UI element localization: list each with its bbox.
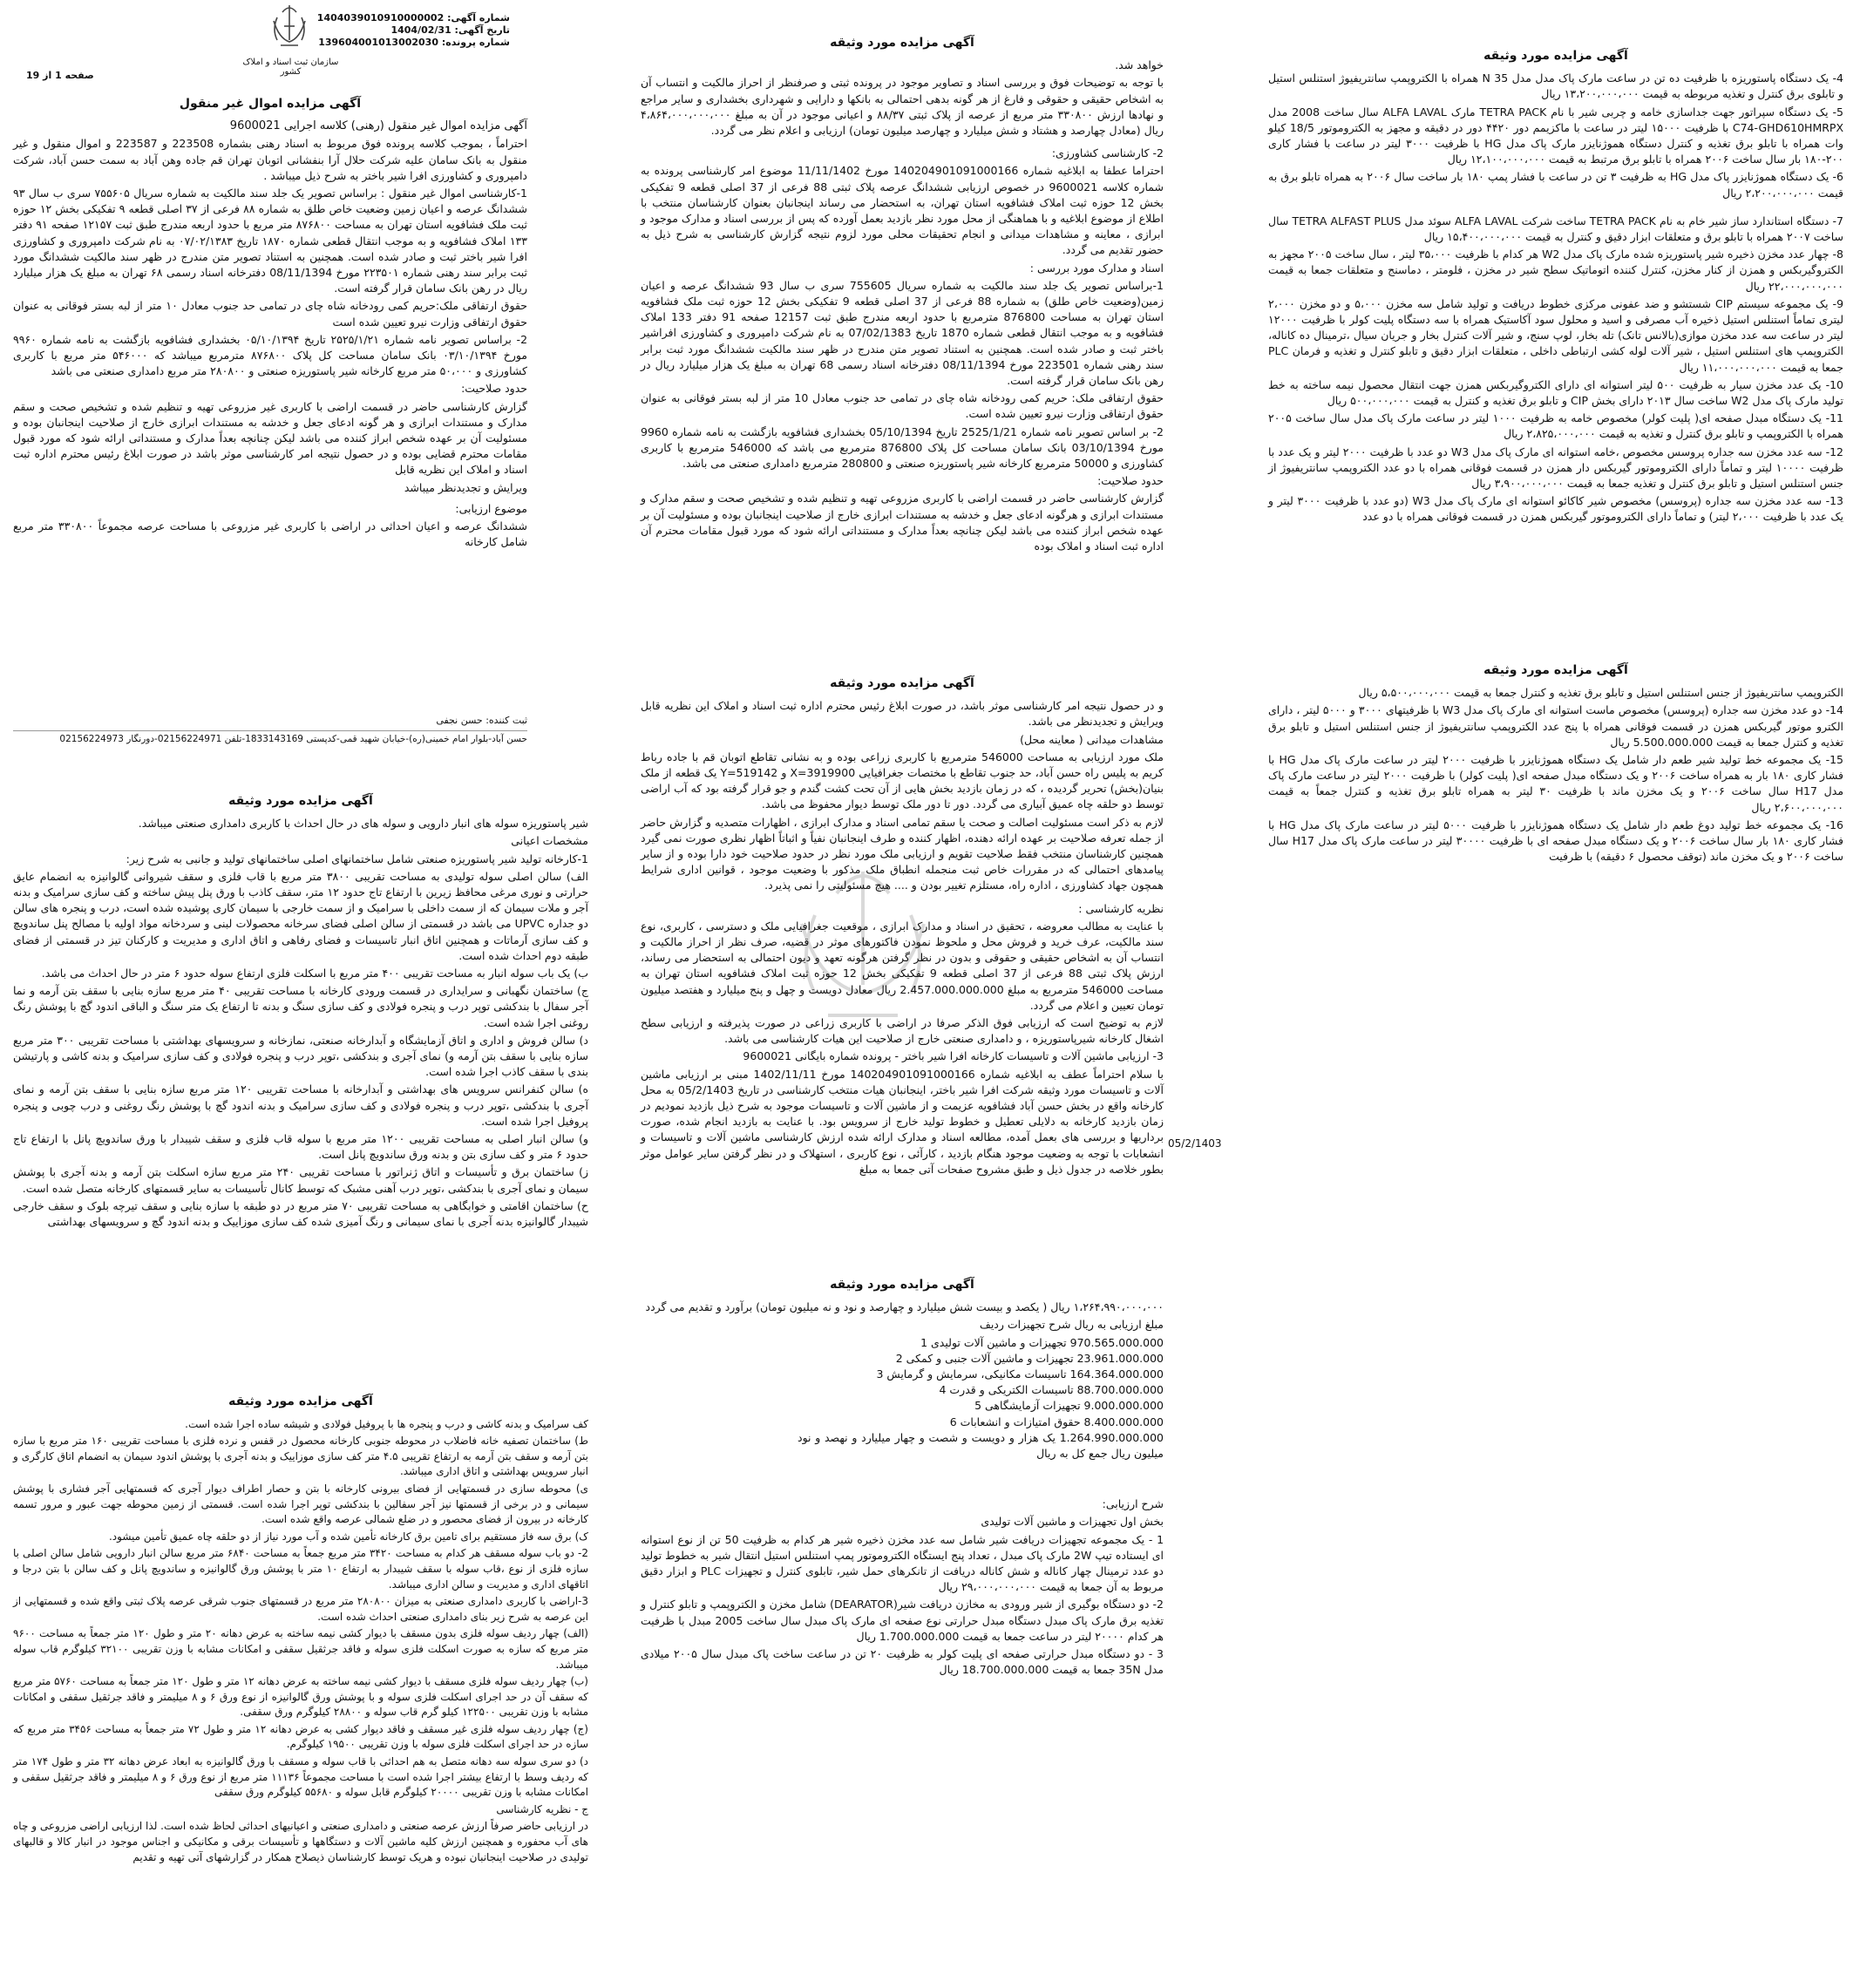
section-subtitle: آگهی مزایده اموال غیر منقول (رهنی) کلاسه اجرایی 9600021 [229, 119, 527, 133]
paragraph: 6- یک دستگاه هموژنایزر پاک مدل HG به ظرفیت ۳ تن در ساعت با فشار پمپ ۱۸۰ بار ساخت سال ۲۰۰۶ به همراه تابلو برق به قیمت ۲،۲۰۰،۰۰۰،۰۰۰ ریال [1268, 170, 1843, 200]
paragraph: ه) سالن کنفرانس سرویس های بهداشتی و آبدارخانه با مساحت تقریبی ۱۲۰ متر مربع سازه بنایی با سقف بتن آرمه و نمای آجری با بندکشی ،توپر درب و پنجره فولادی و کف سازی سرامیک و بدنه اندود گچ با پوشش رنگ روغنی و درب چوبی و پنجره پروفیل اجرا شده است. [13, 1082, 588, 1128]
ad-date: تاریخ آگهی: 1404/02/31 [390, 24, 510, 36]
middle-top-section [641, 35, 1164, 556]
paragraph: لازم به توضیح است که ارزیابی فوق الذکر صرفا در اراضی با کاربری زراعی در صورت پذیرفته و ارزیابی سطح اشغال کارخانه شیرپاستوریزه ، و دامداری صنعتی خارج از صلاحیت این هیات کارشناسی می باشد. [641, 1016, 1164, 1046]
registrant-address: حسن آباد-بلوار امام خمینی(ره)-خیابان شهید قمی-کدپستی 1833143169-تلفن 02156224971-دورنگار 02156224973 [59, 734, 527, 744]
paragraph: لازم به ذکر است مسئولیت اصالت و صحت یا سقم تمامی اسناد و مدارک ابرازی ، اظهارات متصدیه و گزارش حاضر از جمله تعرفه صلاحیت بر عهده ارائه دهنده، اظهار کننده و طرف اینجانبان نفیاً و اثباتاً اظهار نظری صورت نمی گیرد همچنین کارشناسان منتخب فقط صلاحیت تقویم و ارزیابی ملک مورد نظر در حدود صلاحیت خود دارا بوده و از سایر پیامدهای احتمالی که در مقررات خاص ثبت منجمله انطباق ملک مذکور با وضعیت موجود ، قوانین اداری شرایط همچون جهاد کشاورزی ، اداره راه، مستلزم تغییر بودن و .... هیچ مسئولیتی را نمی پذیرد. [641, 815, 1164, 892]
paragraph: احتراماً ، بموجب کلاسه پرونده فوق مربوط به اسناد رهنی بشماره 223508 و 223587 و اموال منقول و غیر منقول به بانک سامان علیه شرکت حلال آرا بنفشانی اتوبان تهران قم جاده وهن آباد به سمت حسن آباد، شرکت دامپروری و کشاورزی افرا شیر باختر به شرح ذیل میباشد . [13, 137, 527, 182]
section-title: آگهی مزایده مورد وثیقه [830, 676, 974, 690]
paragraph: حدود صلاحیت: [461, 382, 527, 396]
section-title: آگهی مزایده مورد وثیقه [228, 794, 373, 808]
paragraph: (ج) چهار ردیف سوله فلزی غیر مسقف و فاقد دیوار کشی به عرض دهانه ۱۲ متر و طول ۷۲ متر جمعاً به مساحت ۳۴۵۶ متر مربع که سازه در حد اجرای اسکلت فلزی سوله با وزن تقریبی ۱۹۵۰۰ کیلوگرم. [13, 1722, 588, 1751]
paragraph: و) سالن انبار اصلی به مساحت تقریبی ۱۲۰۰ متر مربع با سوله قاب فلزی و سقف شیبدار با ورق ساندویچ پانل با ارتفاع تاج حدود ۶ متر و کف سازی بتن و بدنه ورق ساندویچ پانل است. [13, 1132, 588, 1162]
left-top-section [13, 96, 527, 552]
paragraph: 4- یک دستگاه پاستوریزه با ظرفیت ده تن در ساعت مارک پاک مدل مدل 35 N همراه با الکتروپمپ سانتریفیوژ استنلس استیل و تابلوی برق کنترل و تغذیه مربوطه به قیمت ۱۳،۲۰۰،۰۰۰،۰۰۰ ریال [1268, 71, 1843, 101]
paragraph: و در حصول نتیجه امر کارشناسی موثر باشد، در صورت ابلاغ رئیس محترم اداره ثبت اسناد و املاک این نظریه قابل ویرایش و تجدیدنظر می باشد. [641, 699, 1164, 729]
table-row: 8.400.000.000 حقوق امتیازات و انشعابات 6 [949, 1415, 1164, 1428]
table-row: 88.700.000.000 تاسیسات الکتریکی و قدرت 4 [939, 1383, 1164, 1397]
paragraph: ک) برق سه فاز مستقیم برای تامین برق کارخانه تأمین شده و آب مورد نیاز از دو حلقه چاه عمیق تأمین میشود. [108, 1530, 588, 1543]
paragraph: شرح ارزیابی: [1102, 1497, 1164, 1511]
left-bottom-section [13, 1394, 588, 1867]
paragraph: نظریه کارشناسی : [1078, 901, 1164, 915]
paragraph: 1 - یک مجموعه تجهیزات دریافت شیر شامل سه عدد مخزن ذخیره شیر هر کدام به ظرفیت 50 تن از نوع استوانه ای ایستاده تیپ 2W مارک پاک مبدل ، تعداد پنج ایستگاه الکتروموتور پمپ استنلس استیل انتقال شیر به خطوط تولید دو عدد ترمینال چهار کاناله و شش کاناله دریافت از تانکرهای حمل شیر، تابلوی کنترل و تجهیزات PLC و ابزار دقیق مربوط به آن جمعا به قیمت ۲۹،۰۰۰،۰۰۰،۰۰۰ ریال [641, 1532, 1164, 1594]
page-number: صفحه 1 از 19 [26, 70, 94, 81]
paragraph: موضوع ارزیابی: [455, 501, 527, 515]
paragraph: الکتروپمپ سانتریفیوژ از جنس استنلس استیل و تابلو برق تغذیه و کنترل جمعا به قیمت ۵،۵۰۰،۰۰۰،۰۰۰ ریال [1358, 686, 1843, 700]
paragraph: شیر پاستوریزه سوله های انبار دارویی و سوله های در حال احداث با کاربری دامداری صنعتی میباشد. [138, 817, 588, 831]
file-number: شماره پرونده: 139604001013002030 [318, 37, 510, 48]
paragraph: ب) یک باب سوله انبار به مساحت تقریبی ۴۰۰ متر مربع با اسکلت فلزی ارتفاع سوله حدود ۶ متر در حال احداث می باشد. [41, 967, 588, 980]
paragraph: احتراما عطفا به ابلاغیه شماره 140204901091000166 مورخ 11/11/1402 موضوع امر کارشناسی پرونده به شماره کلاسه 9600021 در خصوص ارزیابی ششدانگ عرصه پلاک ثبتی 88 فرعی از 37 اصلی قطعه 9 تفکیکی بخش 12 حوزه ثبت املاک فشافویه استان تهران، به استحضار می رساند اینجانبان بعنوان کارشناسان منتخب با اطلاع از موضوع ابلاغیه و با هماهنگی از محل مورد نظر بازدید بعمل آورده که پس از بررسی اسناد و مدارک موجود و ابرازی ، معاینه و مشاهدات میدانی و انجام تحقیقات محلی مورد لزوم نتیجه گزارش کارشناسی به شرح ذیل به حضور تقدیم می گردد. [641, 164, 1164, 257]
section-title: آگهی مزایده مورد وثیقه [228, 1394, 373, 1408]
org-name: سازمان ثبت اسناد و املاک کشور [242, 58, 339, 77]
paragraph: کف سرامیک و بدنه کاشی و درب و پنجره ها با پروفیل فولادی و شیشه ساده اجرا شده است. [185, 1417, 588, 1430]
paragraph: اسناد و مدارک مورد بررسی : [1029, 261, 1164, 275]
paragraph: 1-کارخانه تولید شیر پاستوریزه صنعتی شامل ساختمانهای اصلی ساختمانهای تولید و جانبی به شرح زیر: [126, 852, 588, 865]
paragraph: خواهد شد. [1115, 58, 1164, 72]
paragraph: 3- ارزیابی ماشین آلات و تاسیسات کارخانه افرا شیر باختر - پرونده شماره بایگانی 9600021 [743, 1049, 1164, 1063]
paragraph: ط) ساختمان تصفیه خانه فاضلاب در محوطه جنوبی کارخانه محصول در قفس و نرده فلزی با مساحت تقریبی ۱۶۰ متر مربع با سازه بتن آرمه و سقف بتن آرمه به ارتفاع تقریبی ۴.۵ متر کف سازی موزاییک و بدنه آجری با پوشش اندود سیمان به انضمام اتاق کارگری و انبار سرویس بهداشتی و اتاق اداری میباشد. [13, 1435, 588, 1478]
paragraph: در ارزیابی حاضر صرفاً ارزش عرصه صنعتی و دامداری صنعتی و اعیانیهای احداثی لحاظ شده است. لذا ارزیابی اراضی مزروعی و چاه های آب محفوره و همچنین ارزش کلیه ماشین آلات و دستگاهها و تأسیسات برقی و مکانیکی و اجناس موجود در انبار کالا و قالبهای تولیدی در صلاحیت اینجانبان نبوده و هریک توسط کارشناسان ذیصلاح همکار در گزارشهای آتی تهیه و تقدیم [13, 1820, 588, 1863]
paragraph: مشاهدات میدانی ( معاینه محل) [1020, 732, 1164, 746]
paragraph: 13- سه عدد مخزن سه جداره (پروسس) مخصوص شیر کاکائو استوانه ای مارک پاک مدل W3 (دو عدد با ظرفیت ۳۰۰۰ لیتر و یک عدد با ظرفیت ۲،۰۰۰ لیتر) و تماماً دارای الکتروموتور گیربکس همزن در قسمت فوقانی همراه با دو عدد [1268, 494, 1844, 524]
ad-number: شماره آگهی: 1404039010910000002 [316, 12, 510, 24]
paragraph: 12- سه عدد مخزن سه جداره پروسس مخصوص ،خامه استوانه ای مارک پاک مدل W3 دو عدد با ظرفیت ۲۰۰۰ لیتر و یک عدد با ظرفیت ۱۰۰۰۰ لیتر و تماماً دارای الکتروموتور گیربکس دار همزن در قسمت فوقانی همراه با دو عدد الکتروپمپ سانتریفیوژ از جنس استنلس استیل و تابلو برق کنترل و تغذیه جمعا به قیمت ۳،۹۰۰،۰۰۰،۰۰۰ ریال [1268, 444, 1843, 491]
paragraph: بخش اول تجهیزات و ماشین آلات تولیدی [981, 1515, 1164, 1529]
paragraph: 2- دو باب سوله مسقف هر کدام به مساحت ۳۴۲۰ متر مربع جمعاً به مساحت ۶۸۴۰ متر مربع سالن انبار دارویی شامل سالن اصلی با سازه فلزی از نوع ،قاب سوله با سقف شیبدار به ارتفاع ۱۰ متر با پوشش ورق گالوانیزه و ساندویچ پانل و کف سالن با بتن درجا و اتاقهای اداری و مدیریت و سالن اداری میباشد. [13, 1547, 588, 1591]
table-row: 1.264.990.000.000 یک هزار و دویست و شصت و چهار میلیارد و نهصد و نود میلیون ریال جمع کل به ریال [798, 1430, 1164, 1461]
paragraph: 2- دو دستگاه بوگیری از شیر ورودی به مخازن دریافت شیر(DEARATOR) شامل مخزن و الکتروپمپ و تابلو کنترل و تغذیه برق مارک پاک مبدل دستگاه مبدل حرارتی نوع صفحه ای مارک پاک مبدل سال ساخت 2005 مبدل با ظرفیت هر کدام ۲۰۰۰۰ لیتر در ساعت جمعا به قیمت 1.700.000.000 ریال [641, 1598, 1164, 1643]
paragraph: 2- براساس تصویر نامه شماره ۲۵۲۵/۱/۲۱ تاریخ ۰۵/۱۰/۱۳۹۴ بخشداری فشافویه بازگشت به نامه شماره ۹۹۶۰ مورخ ۰۳/۱۰/۱۳۹۴ بانک سامان مساحت کل پلاک ۸۷۶۸۰۰ مترمربع میباشد که ۵۴۶۰۰۰ متر مربع با کاربری کشاورزی و ۵۰،۰۰۰ متر مربع کارخانه شیر پاستوریزه صنعتی و ۲۸۰۸۰۰ متر مربع دامداری صنعتی می باشد [13, 332, 528, 378]
paragraph: با سلام احتراماً عطف به ابلاغیه شماره 140204901091000166 مورخ 1402/11/11 مبنی بر ارزیابی ماشین آلات و تاسیسات مورد وثیقه شرکت افرا شیر باختر، اینجانبان هیات منتخب کارشناسی در تاریخ 05/2/1403 به محل کارخانه واقع در بخش حسن آباد فشافویه عزیمت و از ماشین آلات و تاسیسات موجود به شرح ذیل بازدید نمودیم در زمان بازدید کارخانه به دلایلی تعطیل و خطوط تولید خارج از سرویس بود. با عنایت به بازدید انجام شده، صورت برداریها و بررسی های بعمل آمده، مطالعه اسناد و مدارک ارائه شده ارزش کارشناسی ماشین آلات و تاسیسات و انشعابات با توجه به وضعیت موجود هنگام بازدید ، کارآئی ، نوع کاربری ، استهلاک و در نظر گرفتن سایر عوامل موثر بطور خلاصه در جدول ذیل و طبق مشروح صفحات آتی جمعا به مبلغ [641, 1067, 1164, 1176]
right-top-section [1268, 48, 1843, 527]
paragraph: (الف) چهار ردیف سوله فلزی بدون مسقف با دیوار کشی نیمه ساخته به عرض دهانه ۲۰ متر و طول ۱۲۰ متر جمعاً به مساحت ۹۶۰۰ متر مربع که سازه به صورت اسکلت فلزی سوله و فاقد جرثقیل سقفی و امکانات مشابه با وزن تقریبی ۳۲۱۰۰ کیلوگرم قاب سوله میباشد. [13, 1627, 588, 1671]
section-title: آگهی مزایده اموال غیر منقول [179, 97, 362, 111]
section-title: آگهی مزایده مورد وثیقه [1483, 663, 1628, 677]
side-date: 05/2/1403 [1168, 1137, 1222, 1150]
paragraph: 7- دستگاه استاندارد ساز شیر خام به نام TETRA PACK ساخت شرکت ALFA LAVAL سوئد مدل TETRA ALFAST PLUS سال ساخت ۲۰۰۷ همراه با تابلو برق و متعلقات ابزار دقیق و کنترل به قیمت ۱۵،۴۰۰،۰۰۰،۰۰۰ ریال [1268, 214, 1843, 244]
right-mid-section [1268, 662, 1843, 866]
left-center-section [13, 793, 588, 1231]
paragraph: 5- یک دستگاه سپراتور جهت جداسازی خامه و چربی شیر با نام TETRA PACK مارک ALFA LAVAL سال ساخت 2008 مدل C74-GHD610HMRPX با ظرفیت ۱۵۰۰۰ لیتر در ساعت با ماکزیمم دور ۴۴۲۰ دور در دقیقه و مجهز به الکتروموتور 18/5 کیلو وات همراه با تابلو برق تغذیه و کنترل دستگاه هموژنایزر مارک پاک مدل HG با ظرفیت ۳۰۰۰ لیتر در ساعت با فشار کاری ۲۰۰-۱۸۰ بار سال ساخت ۲۰۰۶ همراه با تابلو برق مرتبط به قیمت ۱۲،۱۰۰،۰۰۰،۰۰۰ ریال [1268, 105, 1844, 166]
paragraph: 8- چهار عدد مخزن ذخیره شیر پاستوریزه شده مارک پاک مدل W2 هر کدام با ظرفیت ۳۵،۰۰۰ لیتر ، سال ساخت ۲۰۰۵ مجهز به الکتروگیربکس و همزن از کنار مخزن، کنترل کننده اتوماتیک سطح شیر در مخزن ، فلومتر ، دماسنج و متعلقات جمعا به قیمت ۲۲،۰۰۰،۰۰۰،۰۰۰ ریال [1268, 248, 1843, 293]
paragraph: ح) ساختمان اقامتی و خوابگاهی به مساحت تقریبی ۷۰ متر مربع در دو طبقه با سازه بنایی و سقف تیرچه بلوک و سقف خارجی شیبدار گالوانیزه بدنه آجری با نمای سیمانی و رنگ آمیزی شده کف سازی موزاییک و بدنه اندود گچ و سرویسهای بهداشتی [13, 1198, 588, 1229]
table-title: مبلغ ارزیابی به ریال شرح تجهیزات ردیف [979, 1318, 1164, 1332]
paragraph: 14- دو عدد مخزن سه جداره (پروسس) مخصوص ماست استوانه ای مارک پاک مدل W3 با ظرفیتهای ۳۰۰۰ و ۵۰۰۰ لیتر ، دارای الکترو موتور گیربکس همزن در قسمت فوقانی همراه با پنج عدد الکتروپمپ سانتریفیوژ از جنس استنلس استیل و تابلو برق تغذیه و کنترل جمعا به قیمت 5.500.000.000 ریال [1268, 703, 1844, 749]
middle-center-section [641, 675, 1164, 1179]
table-row: 9.000.000.000 تجهیزات آزمایشگاهی 5 [974, 1399, 1164, 1413]
paragraph: الف) سالن اصلی سوله تولیدی به مساحت تقریبی ۳۸۰۰ متر مربع با قاب فلزی و سقف شیروانی گالوانیزه به انضمام عایق حرارتی و نوری مرغی محافظ زیرین با ارتفاع تاج حدود ۱۲ متر، سقف کاذب با ورق پنل پیش ساخته و کف سازی سرامیک و بدنه آجر و ملات سیمان که از سمت داخلی با سرامیک و از سمت خارجی با سیمان کاری پوشیده شده است، درب و پنجره های سالن دو جداره UPVC می باشد در قسمتی از سالن اصلی فضای سرخانه محصولات لبنی و سردخانه مواد اولیه با مصالح پنل ساندویچ و کف سازی آرماتات و همچنین اتاق انبار تاسیسات و فضای رفاهی و اتاق اداری و مدیریت و کارکنان تیز در قسمتی از فضای طبقه دوم احداث شده است. [13, 869, 589, 962]
valuation-table [798, 1335, 1164, 1462]
section-title: آگهی مزایده مورد وثیقه [830, 1278, 974, 1292]
paragraph: 1-براساس تصویر یک جلد سند مالکیت به شماره سریال 755605 سری ب سال 93 ششدانگ عرصه و اعیان زمین(وضعیت خاص طلق) به شماره 88 فرعی از 37 اصلی قطعه 9 تفکیکی بخش 12 حوزه ثبت ملک فشافویه استان تهران به مساحت 876800 مترمربع با حدود اربعه مندرج طبق ثبت 12157 صفحه 91 دفتر 133 املاک فشافویه و به موجب انتقال قطعی شماره 1870 تاریخ 07/02/1383 به نام شرکت دامپروری و کشاورزی افراشیر باختر ثبت و صادر شده است. همچنین به استناد تصویر متن مندرج در ظهر سند مالکیت ششدانگ مورد ثبت برابر سند رهنی شماره 223501 مورخ 08/11/1394 دفترخانه اسناد رسمی 68 تهران به مبلغ یک هزار میلیارد ریال در رهن بانک سامان قرار گرفته است. [641, 278, 1164, 388]
divider [13, 730, 527, 731]
middle-bottom-section [641, 1277, 1164, 1679]
paragraph: ویرایش و تجدیدنظر میباشد [404, 480, 527, 494]
paragraph: 2- بر اساس تصویر نامه شماره 2525/1/21 تاریخ 05/10/1394 بخشداری فشافویه بازگشت به نامه شماره 9960 مورخ 03/10/1394 بانک سامان مساحت کل پلاک 876800 مترمربع می باشد که 546000 مترمربع با کاربری کشاورزی و 50000 مترمربع کارخانه شیر پاستوریزه صنعتی و 280800 مترمربع دامداری صنعتی می باشد. [641, 424, 1164, 471]
paragraph: ز) ساختمان برق و تأسیسات و اتاق ژنراتور با مساحت تقریبی ۲۴۰ متر مربع سازه اسکلت بتن آرمه و بدنه آجری با پوشش سیمان و نمای آجری با بندکشی ،توپر درب آهنی مشبک که توسط کانال تأسیسات به سایر قسمتهای کارخانه متصل شده است. [13, 1165, 588, 1195]
paragraph: د) دو سری سوله سه دهانه متصل به هم احداثی با قاب سوله و مسقف با ورق گالوانیزه به ابعاد عرض دهانه ۳۲ متر و طول ۱۷۴ متر که ردیف وسط با ارتفاع بیشتر اجرا شده است با مساحت مجموعاً ۱۱۱۳۶ متر مربع از نوع ورق ۶ و ۸ میلیمتر و فاقد جرثقیل سقفی و امکانات مشابه با وزن تقریبی ۲۰۰۰۰ کیلوگرم قابل سوله و ۵۵۶۸۰ کیلوگرم ورق سقفی [13, 1755, 589, 1799]
paragraph: گزارش کارشناسی حاضر در قسمت اراضی با کاربری غیر مزروعی تهیه و تنظیم شده و تشخیص صحت و سقم مدارک و مستندات ابرازی و هر گونه ادعای جعل و خدشه به مستندات ابرازی خارج از صلاحیت اینجانبان بوده و مسئولیت آن بر عهده شخص ابراز کننده می باشد لیکن چنانچه بعداً مدارک و مستنداتی ارائه شود که مورد قبول مقامات محترم قضایی بوده و در حصول نتیجه امر کارشناسی موثر باشد در صورت ابلاغ رئیس محترم اداره ثبت اسناد و املاک این نظریه قابل [13, 399, 527, 477]
paragraph: گزارش کارشناسی حاضر در قسمت اراضی با کاربری مزروعی تهیه و تنظیم شده و تشخیص صحت و سقم مدارک و مستندات ابرازی و هرگونه ادعای جعل و خدشه به مستندات ابرازی خارج از صلاحیت اینجانبان بوده و مسئولیت آن بر عهده شخص ابراز کننده می باشد لیکن چنانچه بعداً مدارک و مستنداتی ارائه شود که مورد قبول مقامات محترم آن اداره ثبت اسناد و املاک بوده [641, 492, 1164, 553]
paragraph: 1-کارشناسی اموال غیر منقول : براساس تصویر یک جلد سند مالکیت به شماره سریال ۷۵۵۶۰۵ سری ب سال ۹۳ ششدانگ عرصه و اعیان زمین وضعیت خاص طلق به شماره ۸۸ فرعی از ۳۷ اصلی قطعه ۹ تفکیکی بخش ۱۲ حوزه ثبت ملک فشافویه استان تهران به مساحت ۸۷۶۸۰۰ متر مربع با حدود اربعه مندرج طبق ثبت ۱۲۱۵۷ صفحه ۹۱ دفتر ۱۳۳ املاک فشافویه و به موجب انتقال قطعی شماره ۱۸۷۰ تاریخ ۰۷/۰۲/۱۳۸۳ به نام شرکت دامپروری و کشاورزی افرا شیر باختر ثبت و صادر شده است. همچنین به استناد تصویر متن مندرج در ظهر سند مالکیت ششدانگ مورد ثبت برابر سند رهنی شماره ۲۲۳۵۰۱ مورخ 08/11/1394 دفترخانه اسناد رسمی ۶۸ تهران به مبلغ یک هزار میلیارد ریال در رهن بانک سامان قرار گرفته است. [13, 187, 527, 295]
paragraph: با توجه به توضیحات فوق و بررسی اسناد و تصاویر موجود در پرونده ثبتی و صرفنظر از احراز مالکیت و انتساب آن به اشخاص حقیقی و حقوقی و فارغ از هر گونه بدهی احتمالی به بانکها و دارایی و شهرداری بخشداری و سایر مراجع و نهادها ارزش ۳۳۰۸۰۰ متر مربع از عرصه از پلاک ثبتی ۸۸/۳۷ و اعیانی موجود در آن به مبلغ ۴،۸۶۴،۰۰۰،۰۰۰،۰۰۰ ریال (معادل چهارصد و هشتاد و شش میلیارد و چهارصد میلیون تومان) ارزیابی و اعلام نظر می گردد. [641, 76, 1164, 138]
paragraph: حدود صلاحیت: [1097, 474, 1164, 488]
table-row: 23.961.000.000 تجهیزات و ماشین آلات جنبی و کمکی 2 [895, 1351, 1164, 1365]
paragraph: 3 - دو دستگاه مبدل حرارتی صفحه ای پلیت کولر به ظرفیت ۲۰ تن در ساعت ساخت پاک مبدل سال ۲۰۰۵ میلادی مدل 35N جمعا به قیمت 18.700.000.000 ریال [641, 1647, 1164, 1677]
paragraph: ملک مورد ارزیابی به مساحت 546000 مترمربع با کاربری زراعی بوده و به نشانی تقاطع اتوبان قم با جاده رباط کریم به پلیس راه حسن آباد، حد جنوب تقاطع با مختصات جغرافیایی X=3919900 و Y=519142 یک قطعه از ملک بنیان(بخش) تحریر گردیده ، که در زمان بازدید بخش هایی از آن تحت کشت گندم و جو قرار گرفته بود که آب اراضی توسط دو حلقه چاه عمیق آبیاری می گردد. دور تا دور ملک توسط دیوار محفوظ می باشد. [641, 750, 1164, 811]
paragraph: ۱،۲۶۴،۹۹۰،۰۰۰،۰۰۰ ریال ( یکصد و بیست شش میلیارد و چهارصد و نود و نه میلیون تومان) برآورد و تقدیم می گردد [645, 1300, 1164, 1314]
paragraph: ششدانگ عرصه و اعیان احداثی در اراضی با کاربری غیر مزروعی با مساحت عرصه مجموعاً ۳۳۰۸۰۰ متر مربع شامل کارخانه [13, 519, 527, 549]
registrant-name: ثبت کننده: حسن نجفی [436, 715, 527, 726]
paragraph: 9- یک مجموعه سیستم CIP شستشو و ضد عفونی مرکزی خطوط دریافت و تولید شامل سه مخزن ۵،۰۰۰ و دو مخزن ۲،۰۰۰ لیتری تماماً استنلس استیل ذخیره آب مصرفی و اسید و محلول سود آکاستیک همراه با سه دستگاه پلیت کولر با ظرفیت ۱۲۰۰۰ لیتر در ساعت سه عدد مخزن موازی(بالانس تانک) تله بخار، لوپ سنج، و شیر آلات کنترل بخار و جریان سیال ،ترمینال ده کاناله، الکتروپمپ های استنلس استیل ، شیر آلات لوله کشی ارتباطی داخلی ، متعلقات ابزار دقیق و تابلو کنترل و تغذیه و فرمان PLC جمعا به قیمت ۱۱،۰۰۰،۰۰۰،۰۰۰ ریال [1268, 296, 1844, 374]
paragraph: 3-اراضی با کاربری دامداری صنعتی به میزان ۲۸۰۸۰۰ متر مربع در قسمتهای جنوب شرقی عرصه پلاک ثبتی واقع شده و قسمتهایی از این عرصه به شرح زیر بنای دامداری صنعتی احداث شده است. [13, 1595, 589, 1623]
section-title: آگهی مزایده مورد وثیقه [830, 36, 974, 50]
paragraph: مشخصات اعیانی [511, 834, 588, 848]
paragraph: 15- یک مجموعه خط تولید شیر طعم دار شامل یک دستگاه هموژنایزر با ظرفیت ۲۰۰۰ لیتر در ساعت مارک پاک مدل HG با فشار کاری ۱۸۰ بار به همراه ساخت ۲۰۰۶ و یک دستگاه مبدل صفحه ای( پلیت کولر) با ظرفیت ۲۰۰۰ لیتر در ساعت مارک پاک مدل H17 سال ساخت ۲۰۰۶ و یک مخزن ماند با ظرفیت ۳۰ لیتر به همراه تابلو برق تغذیه و کنترل جمعاً به قیمت ۲،۶۰۰،۰۰۰،۰۰۰ ریال [1268, 753, 1844, 814]
paragraph: حقوق ارتفاقی ملک:حریم کمی رودخانه شاه چای در تمامی حد جنوب معادل ۱۰ متر از لبه بستر فوقانی به عنوان حقوق ارتفاقی وزارت نیرو تعیین شده است [13, 299, 528, 329]
paragraph: (ب) چهار ردیف سوله فلزی مسقف با دیوار کشی نیمه ساخته به عرض دهانه ۱۲ متر و طول ۱۲۰ متر جمعاً به مساحت ۵۷۶۰ متر مربع که سقف آن در حد اجرای اسکلت فلزی سوله و با پوشش ورق گالوانیزه از نوع ورق ۶ و ۸ میلیمتر و فاقد جرثقیل سقفی و امکانات مشابه با وزن تقریبی ۱۲۲۵۰۰ کیلو گرم قاب سوله و ۲۸۸۰۰ کیلوگرم ورق سقفی. [13, 1675, 589, 1719]
paragraph: 11- یک دستگاه مبدل صفحه ای( پلیت کولر) مخصوص خامه به ظرفیت ۱۰۰۰ لیتر در ساعت مارک پاک مدل سال ساخت ۲۰۰۵ همراه با الکتروپمپ و تابلو برق کنترل و تغذیه به قیمت ۲،۸۲۵،۰۰۰،۰۰۰ ریال [1268, 411, 1843, 441]
table-row: 164.364.000.000 تاسیسات مکانیکی، سرمایش و گرمایش 3 [876, 1367, 1164, 1381]
section-title: آگهی مزایده مورد وثیقه [1483, 49, 1628, 63]
paragraph: ی) محوطه سازی در قسمتهایی از فضای بیرونی کارخانه با بتن و حصار اطراف دیوار آجری که قسمتهایی آجر فشاری با پوشش سیمانی و در برخی از قسمتها نیز آجر سفالین با بندکشی توپر اجرا شده است. قسمتی از زمین محوطه جهت عبور و مرور تسمه کارخانه در بیرون از فضای محصور و در ضلع شمالی عرصه واقع شده است. [13, 1482, 588, 1526]
paragraph: 2- کارشناسی کشاورزی: [1051, 146, 1164, 160]
paragraph: 16- یک مجموعه خط تولید دوغ طعم دار شامل یک دستگاه هموژنایزر با ظرفیت ۵۰۰۰ لیتر در ساعت مارک پاک مدل HG با فشار کاری ۱۸۰ بار سال ساخت ۲۰۰۶ و یک دستگاه مبدل صفحه ای با ظرفیت ۳۰۰۰۰ لیتر در ساعت مارک پاک مدل H17 سال ساخت ۲۰۰۶ و یک مخزن ماند (توقف محصول ۶ دقیقه) با ظرفیت [1268, 818, 1844, 864]
paragraph: ج) ساختمان نگهبانی و سرایداری در قسمت ورودی کارخانه با مساحت تقریبی ۴۰ متر مربع سازه بنایی با سقف بتن آرمه و نما آجر سفال با بندکشی توپر درب و پنجره فولادی و کف سازی سنگ و بدنه تا ارتفاع یک متر سنگ و الباقی اندود گچ با پوشش رنگ روغنی اجرا شده است. [13, 984, 588, 1029]
table-row: 970.565.000.000 تجهیزات و ماشین آلات تولیدی 1 [920, 1335, 1164, 1349]
paragraph: 10- یک عدد مخزن سیار به ظرفیت ۵۰۰ لیتر استوانه ای دارای الکتروگیربکس همزن جهت انتقال محصول نیمه ساخته به خط تولید مارک پاک مدل W2 ساخت سال ۲۰۱۳ دارای بخش CIP و تابلو برق تغذیه و کنترل به قیمت ۵۰۰،۰۰۰،۰۰۰ ریال [1268, 377, 1843, 408]
paragraph: ج - نظریه کارشناسی [496, 1802, 588, 1815]
paragraph: با عنایت به مطالب معروضه ، تحقیق در اسناد و مدارک ابرازی ، موقعیت جغرافیایی ملک و دسترسی ، کاربری، نوع سند مالکیت، عرف خرید و فروش محل و ملحوظ نمودن فاکتورهای موثر در قضیه، صرف نظر از احراز مالکیت و انتساب آن به اشخاص حقیقی و حقوقی و بدون در نظر گرفتن هرگونه تعهد و دیون احتمالی به استحضار می رساند، ارزش پلاک ثبتی 88 فرعی از 37 اصلی قطعه 9 تفکیکی بخش 12 حوزه ثبت املاک فشافویه استان تهران به مساحت 546000 مترمربع به مبلغ 2.457.000.000.000 ریال معادل دویست و چهل و پنج میلیارد و هفتصد میلیون تومان تعیین و اعلام می گردد. [641, 919, 1164, 1012]
paragraph: حقوق ارتفاقی ملک: حریم کمی رودخانه شاه چای در تمامی حد جنوب معادل 10 متر از لبه بستر فوقانی به عنوان حقوق ارتفاقی وزارت نیرو تعیین شده است. [641, 391, 1164, 421]
paragraph: د) سالن فروش و اداری و اتاق آزمایشگاه و آبدارخانه صنعتی، نمازخانه و سرویسهای بهداشتی با مساحت تقریبی ۳۰۰ متر مربع سازه بنایی با سقف بتن آرمه و) نمای آجری و بندکشی ،توپر درب و پنجره فولادی و کف سازی سرامیک و بدنه کاشی و پارتیشن بندی با سقف کاذب اجرا شده است. [13, 1033, 588, 1079]
